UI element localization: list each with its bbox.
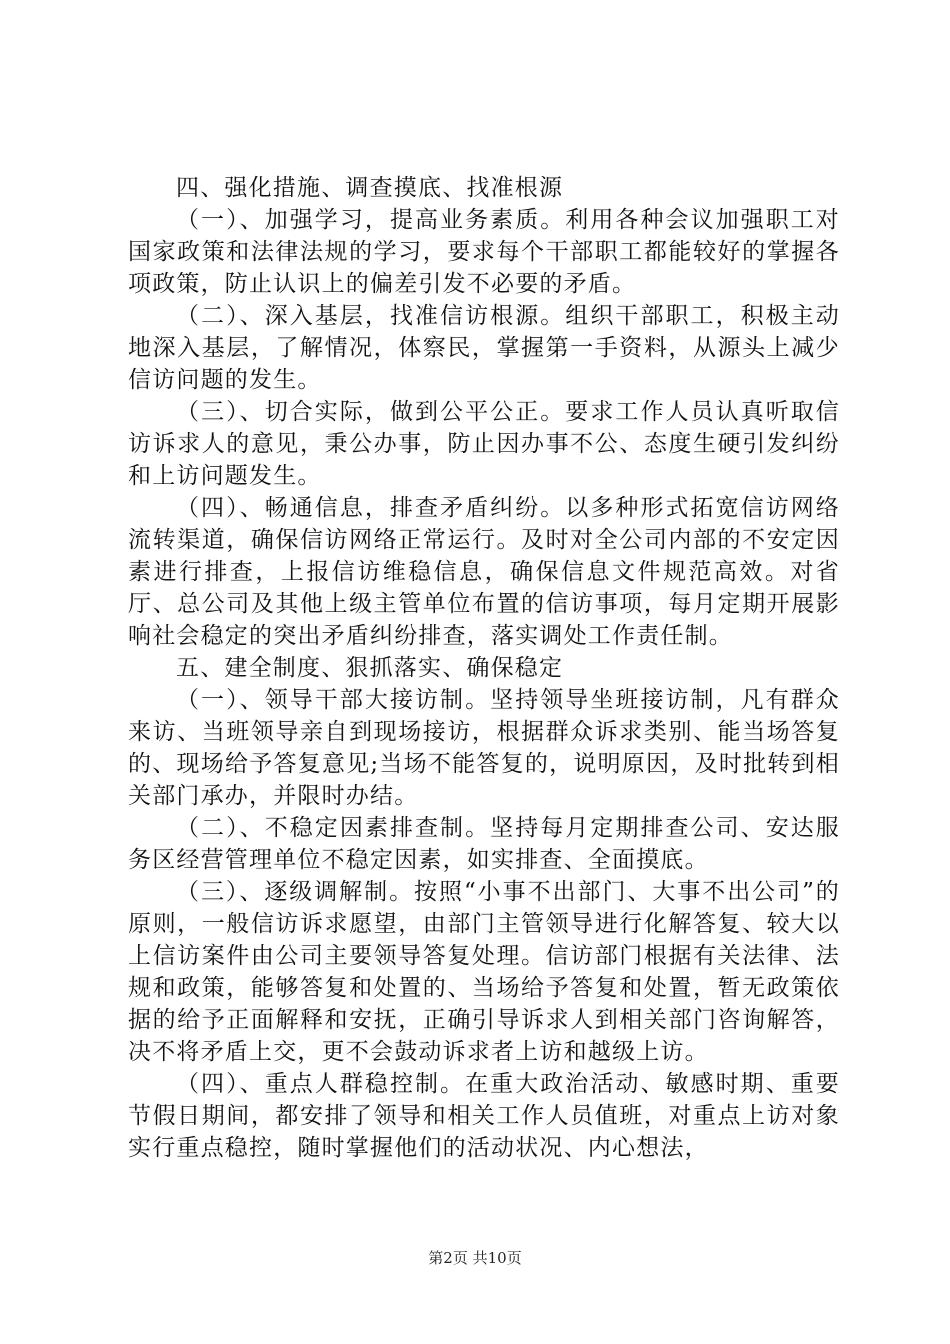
paragraph-4-1: （一）、加强学习，提高业务素质。利用各种会议加强职工对国家政策和法律法规的学习，要求每个干部职工都能较好的掌握各项政策，防止认识上的偏差引发不必要的矛盾。 — [128, 207, 840, 297]
paragraph-5-2: （二）、不稳定因素排查制。坚持每月定期排查公司、安达服务区经营管理单位不稳定因素，如实排查、全面摸底。 — [128, 815, 840, 873]
paragraph-5-1: （一）、领导干部大接访制。坚持领导坐班接访制，凡有群众来访、当班领导亲自到现场接访，根据群众诉求类别、能当场答复的、现场给予答复意见;当场不能答复的，说明原因，及时批转到相关部门承办，并限时办结。 — [128, 687, 840, 809]
paragraph-5-3: （三）、逐级调解制。按照“小事不出部门、大事不出公司”的原则，一般信访诉求愿望，由部门主管领导进行化解答复、较大以上信访案件由公司主要领导答复处理。信访部门根据有关法律、法规和政策，能够答复和处置的、当场给予答复和处置，暂无政策依据的给予正面解释和安抚，正确引导诉求人到相关部门咨询解答，决不将矛盾上交，更不会鼓动诉求者上访和越级上访。 — [128, 879, 840, 1065]
page-number-footer: 第2页 共10页 — [428, 1249, 522, 1267]
paragraph-4-2: （二）、深入基层，找准信访根源。组织干部职工，积极主动地深入基层，了解情况，体察民，掌握第一手资料，从源头上减少信访问题的发生。 — [128, 303, 840, 393]
paragraph-4-3: （三）、切合实际，做到公平公正。要求工作人员认真听取信访诉求人的意见，秉公办事，防止因办事不公、态度生硬引发纠纷和上访问题发生。 — [128, 399, 840, 489]
paragraph-4-4: （四）、畅通信息，排查矛盾纠纷。以多种形式拓宽信访网络流转渠道，确保信访网络正常运行。及时对全公司内部的不安定因素进行排查，上报信访维稳信息，确保信息文件规范高效。对省厅、总公司及其他上级主管单位布置的信访事项，每月定期开展影响社会稳定的突出矛盾纠纷排查，落实调处工作责任制。 — [128, 495, 840, 649]
section-heading-four: 四、强化措施、调查摸底、找准根源 — [176, 175, 564, 201]
document-body — [128, 172, 840, 1164]
paragraph-5-4: （四）、重点人群稳控制。在重大政治活动、敏感时期、重要节假日期间，都安排了领导和相关工作人员值班，对重点上访对象实行重点稳控，随时掌握他们的活动状况、内心想法， — [128, 1071, 840, 1161]
section-heading-five: 五、建全制度、狠抓落实、确保稳定 — [176, 655, 564, 681]
